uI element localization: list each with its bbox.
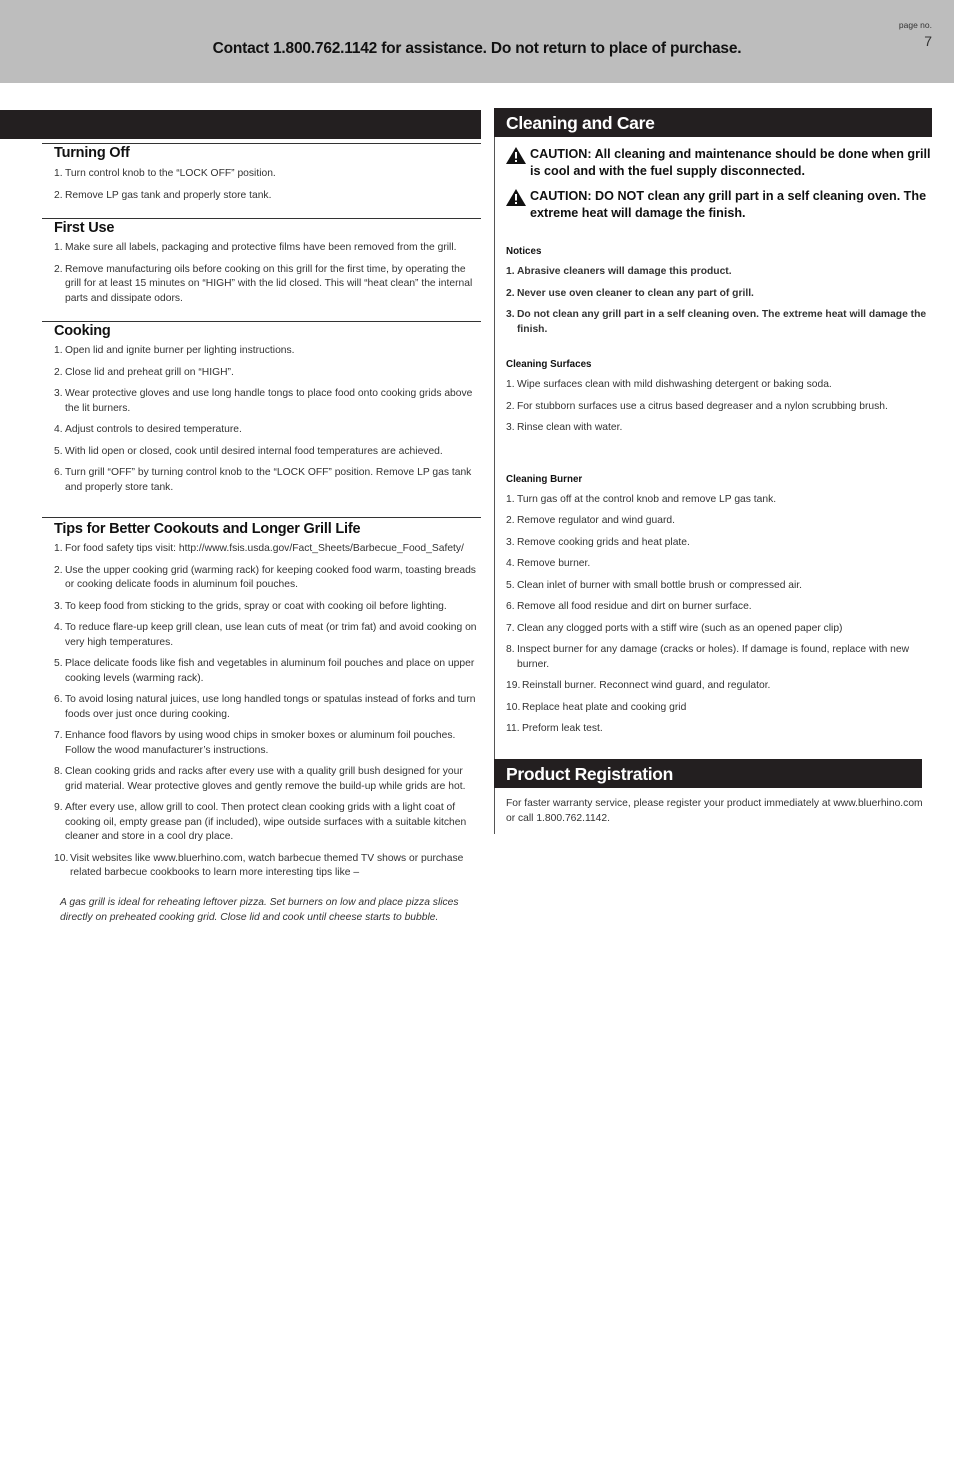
turning-off-title: Turning Off — [54, 145, 130, 161]
tips-section — [42, 517, 481, 925]
list-item: 11. Preform leak test. — [506, 723, 603, 734]
list-item: 7. Clean any clogged ports with a stiff wire (such as an opened paper clip) — [506, 622, 843, 634]
cooking-list — [54, 344, 481, 495]
first-use-list — [54, 241, 481, 306]
list-item: 3. To keep food from sticking to the grids, spray or coat with cooking oil before lighting. — [54, 600, 447, 612]
tips-list — [54, 542, 481, 881]
page-label: page no. — [898, 20, 932, 30]
list-item: 3. Rinse clean with water. — [506, 422, 623, 433]
left-column — [42, 139, 481, 925]
contact-banner: Contact 1.800.762.1142 for assistance. Do not return to place of purchase. — [212, 40, 742, 57]
warning-icon — [506, 147, 526, 164]
list-item: 1. Abrasive cleaners will damage this product. — [506, 266, 732, 277]
caution-oven: CAUTION: DO NOT clean any grill part in a self cleaning oven. The extreme heat will damage the finish. — [506, 188, 932, 222]
list-item: 2. For stubborn surfaces use a citrus based degreaser and a nylon scrubbing brush. — [506, 400, 888, 412]
list-item: 6. Remove all food residue and dirt on burner surface. — [506, 601, 752, 612]
list-item: 10. Visit websites like www.bluerhino.com, watch barbecue themed TV shows or purchase related barbecue cookbooks to learn more interesting tips like – — [54, 852, 464, 878]
first-use-title: First Use — [54, 220, 115, 236]
list-item: 2. Remove regulator and wind guard. — [506, 515, 675, 526]
list-item: 4. Adjust controls to desired temperature. — [54, 424, 242, 435]
cleaning-burner-title: Cleaning Burner — [506, 473, 583, 485]
list-item: 1. Wipe surfaces clean with mild dishwashing detergent or baking soda. — [506, 379, 832, 390]
list-item: 1. Open lid and ignite burner per lighting instructions. — [54, 345, 295, 356]
registration-body — [494, 788, 932, 834]
registration-text: For faster warranty service, please register your product immediately at www.bluerhino.com or call 1.800.762.1142. — [506, 797, 923, 824]
turning-off-section — [42, 143, 481, 203]
header-bar — [0, 0, 954, 83]
tips-title: Tips for Better Cookouts and Longer Grill Life — [54, 521, 361, 537]
caution-cool: CAUTION: All cleaning and maintenance should be done when grill is cool and with the fuel supply disconnected. — [506, 146, 932, 180]
warning-icon — [506, 189, 526, 206]
list-item: 5. With lid open or closed, cook until desired internal food temperatures are achieved. — [54, 445, 443, 457]
notices-list — [506, 265, 932, 337]
list-item: 2. Close lid and preheat grill on “HIGH”. — [54, 366, 234, 378]
cooking-section — [42, 321, 481, 495]
list-item: 2. Remove manufacturing oils before cooking on this grill for the first time, by operating the grill for at least 15 minutes on “HIGH” with the lid closed. This will “heat clean” the internal parts and dissipate odors. — [54, 263, 473, 304]
list-item: 9. After every use, allow grill to cool. Then protect clean cooking grids with a light coat of cooking oil, empty grease pan (if included), wipe outside surfaces with a suitable kitchen cleaner and store in a cool dry place. — [54, 802, 467, 842]
list-item: 7. Enhance food flavors by using wood chips in smoker boxes or aluminum foil pouches. Follow the wood manufacturer’s instructions. — [54, 730, 456, 756]
cleaning-surfaces-list — [506, 378, 932, 436]
cleaning-burner-list — [506, 493, 932, 737]
registration-header: Product Registration — [494, 759, 922, 788]
left-header-bar — [0, 110, 481, 139]
list-item: 3. Remove cooking grids and heat plate. — [506, 536, 690, 548]
list-item: 1. For food safety tips visit: http://www.fsis.usda.gov/Fact_Sheets/Barbecue_Food_Safety/ — [54, 543, 464, 554]
list-item: 1. Make sure all labels, packaging and protective films have been removed from the grill. — [54, 242, 457, 253]
list-item: 10. Replace heat plate and cooking grid — [506, 701, 687, 713]
pizza-tip: A gas grill is ideal for reheating leftover pizza. Set burners on low and place pizza slices directly on preheated cooking grid. Close lid and cook until cheese starts to bubble. — [60, 896, 459, 923]
first-use-section — [42, 218, 481, 306]
list-item: 8. Clean cooking grids and racks after every use with a quality grill bush designed for your grid material. Wear protective gloves and gently remove the build-up while grids are hot. — [54, 766, 466, 792]
list-item: 2. Use the upper cooking grid (warming rack) for keeping cooked food warm, toasting breads or cooking delicate foods in aluminum foil pouches. — [54, 564, 476, 590]
page-number: 7 — [924, 33, 932, 49]
cleaning-header: Cleaning and Care — [494, 108, 932, 137]
list-item: 3. Wear protective gloves and use long handle tongs to place food onto cooking grids above the lit burners. — [54, 388, 473, 414]
notices-title: Notices — [506, 246, 542, 257]
cooking-title: Cooking — [54, 323, 111, 339]
list-item: 4. Remove burner. — [506, 558, 591, 569]
list-item: 5. Place delicate foods like fish and vegetables in aluminum foil pouches and place on upper cooking levels (warming rack). — [54, 658, 475, 684]
right-column — [494, 108, 932, 834]
list-item: 19. Reinstall burner. Reconnect wind guard, and regulator. — [506, 680, 771, 691]
list-item: 8. Inspect burner for any damage (cracks or holes). If damage is found, replace with new burner. — [506, 644, 910, 670]
list-item: 2. Remove LP gas tank and properly store tank. — [54, 189, 272, 201]
turning-off-list — [54, 167, 481, 203]
cleaning-body — [494, 137, 932, 759]
list-item: 5. Clean inlet of burner with small bottle brush or compressed air. — [506, 579, 803, 591]
list-item: 2. Never use oven cleaner to clean any part of grill. — [506, 287, 754, 299]
list-item: 6. Turn grill “OFF” by turning control knob to the “LOCK OFF” position. Remove LP gas tank and properly store tank. — [54, 467, 472, 493]
list-item: 4. To reduce flare-up keep grill clean, use lean cuts of meat (or trim fat) and avoid cooking on very high temperatures. — [54, 622, 477, 648]
list-item: 1. Turn control knob to the “LOCK OFF” position. — [54, 168, 276, 179]
list-item: 1. Turn gas off at the control knob and remove LP gas tank. — [506, 493, 777, 505]
cleaning-surfaces-title: Cleaning Surfaces — [506, 359, 592, 370]
list-item: 3. Do not clean any grill part in a self cleaning oven. The extreme heat will damage the finish. — [506, 309, 927, 335]
list-item: 6. To avoid losing natural juices, use long handled tongs or spatulas instead of forks and turn foods over just once during cooking. — [54, 694, 476, 720]
